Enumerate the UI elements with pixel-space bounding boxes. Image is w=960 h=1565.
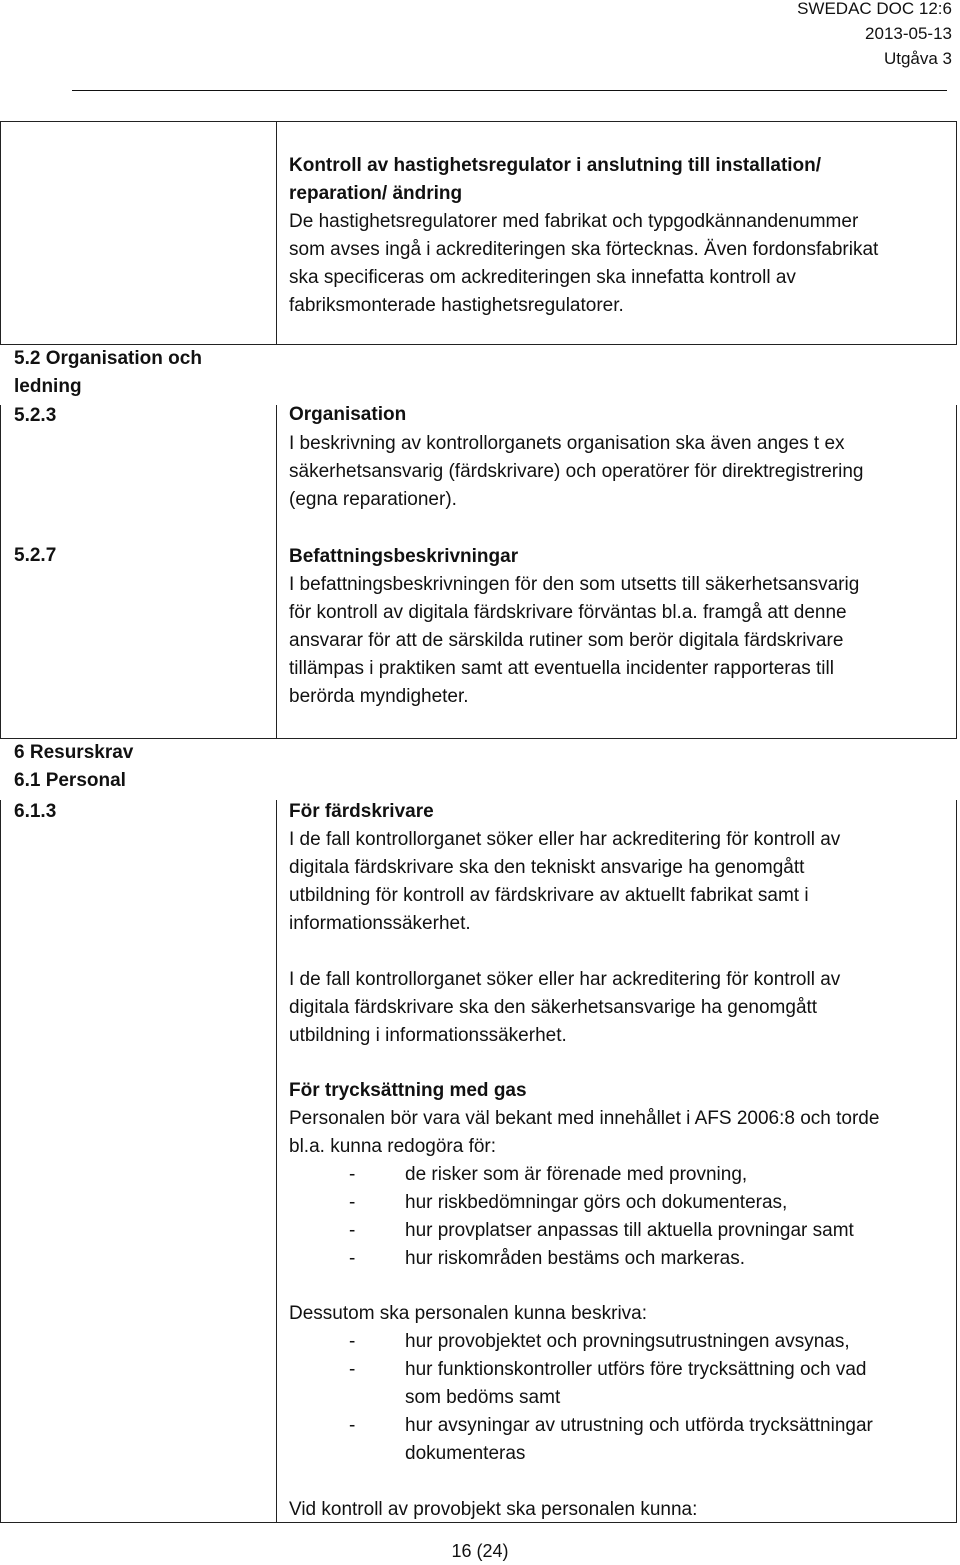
section-number-5-2: 5.2 Organisation och xyxy=(14,348,202,369)
text-line: digitala färdskrivare ska den tekniskt ansvarige ha genomgått xyxy=(289,857,805,878)
section-number-6-1: 6.1 Personal xyxy=(14,770,126,791)
text-line: fabriksmonterade hastighetsregulatorer. xyxy=(289,295,624,316)
text-line: för kontroll av digitala färdskrivare förväntas bl.a. framgå att denne xyxy=(289,602,847,623)
text-line: utbildning för kontroll av färdskrivare av aktuellt fabrikat samt i xyxy=(289,885,809,906)
text-line: informationssäkerhet. xyxy=(289,913,471,934)
section-title-job-descriptions: Befattningsbeskrivningar xyxy=(289,546,519,567)
text-line: utbildning i informationssäkerhet. xyxy=(289,1025,567,1046)
text-line: bl.a. kunna redogöra för: xyxy=(289,1136,497,1157)
subheading-gas-pressurization: För trycksättning med gas xyxy=(289,1080,527,1101)
text-line: tillämpas i praktiken samt att eventuella incidenter rapporteras till xyxy=(289,658,834,679)
heading-speed-regulator: Kontroll av hastighetsregulator i anslutning till installation/ xyxy=(289,155,822,176)
text-line: Dessutom ska personalen kunna beskriva: xyxy=(289,1303,648,1324)
table-column-divider xyxy=(276,800,277,1523)
text-line: I befattningsbeskrivningen för den som utsetts till säkerhetsansvarig xyxy=(289,574,860,595)
text-line: De hastighetsregulatorer med fabrikat och typgodkännandenummer xyxy=(289,211,859,232)
table-column-divider xyxy=(276,121,277,345)
text-line: digitala färdskrivare ska den säkerhetsansvarige ha genomgått xyxy=(289,997,818,1018)
section-number-5-2-7: 5.2.7 xyxy=(14,545,57,566)
text-line: som avses ingå i ackrediteringen ska förtecknas. Även fordonsfabrikat xyxy=(289,239,879,260)
text-line: ansvarar för att de särskilda rutiner som berör digitala färdskrivare xyxy=(289,630,844,651)
section-title-organisation: Organisation xyxy=(289,404,407,425)
text-line: (egna reparationer). xyxy=(289,489,457,510)
section-number-5-2-cont: ledning xyxy=(14,376,82,397)
doc-edition: Utgåva 3 xyxy=(883,49,952,68)
text-line: säkerhetsansvarig (färdskrivare) och operatörer för direktregistrering xyxy=(289,461,864,482)
text-line: ska specificeras om ackrediteringen ska innefatta kontroll av xyxy=(289,267,796,288)
text-line: I de fall kontrollorganet söker eller har ackreditering för kontroll av xyxy=(289,969,841,990)
text-line: Vid kontroll av provobjekt ska personalen kunna: xyxy=(289,1499,698,1520)
section-number-6: 6 Resurskrav xyxy=(14,742,134,763)
doc-id: SWEDAC DOC 12:6 xyxy=(797,0,952,18)
section-number-5-2-3: 5.2.3 xyxy=(14,405,57,426)
text-line: Personalen bör vara väl bekant med innehållet i AFS 2006:8 och torde xyxy=(289,1108,880,1129)
text-line: berörda myndigheter. xyxy=(289,686,469,707)
section-title-tachographs: För färdskrivare xyxy=(289,801,434,822)
text-line: I beskrivning av kontrollorganets organisation ska även anges t ex xyxy=(289,433,845,454)
table-column-divider xyxy=(276,405,277,739)
page-number: 16 (24) xyxy=(451,1541,509,1561)
doc-date: 2013-05-13 xyxy=(865,24,952,43)
header-rule xyxy=(72,90,947,91)
text-line: I de fall kontrollorganet söker eller har ackreditering för kontroll av xyxy=(289,829,841,850)
heading-speed-regulator-cont: reparation/ ändring xyxy=(289,183,463,204)
document-header xyxy=(797,0,952,71)
section-number-6-1-3: 6.1.3 xyxy=(14,801,57,822)
